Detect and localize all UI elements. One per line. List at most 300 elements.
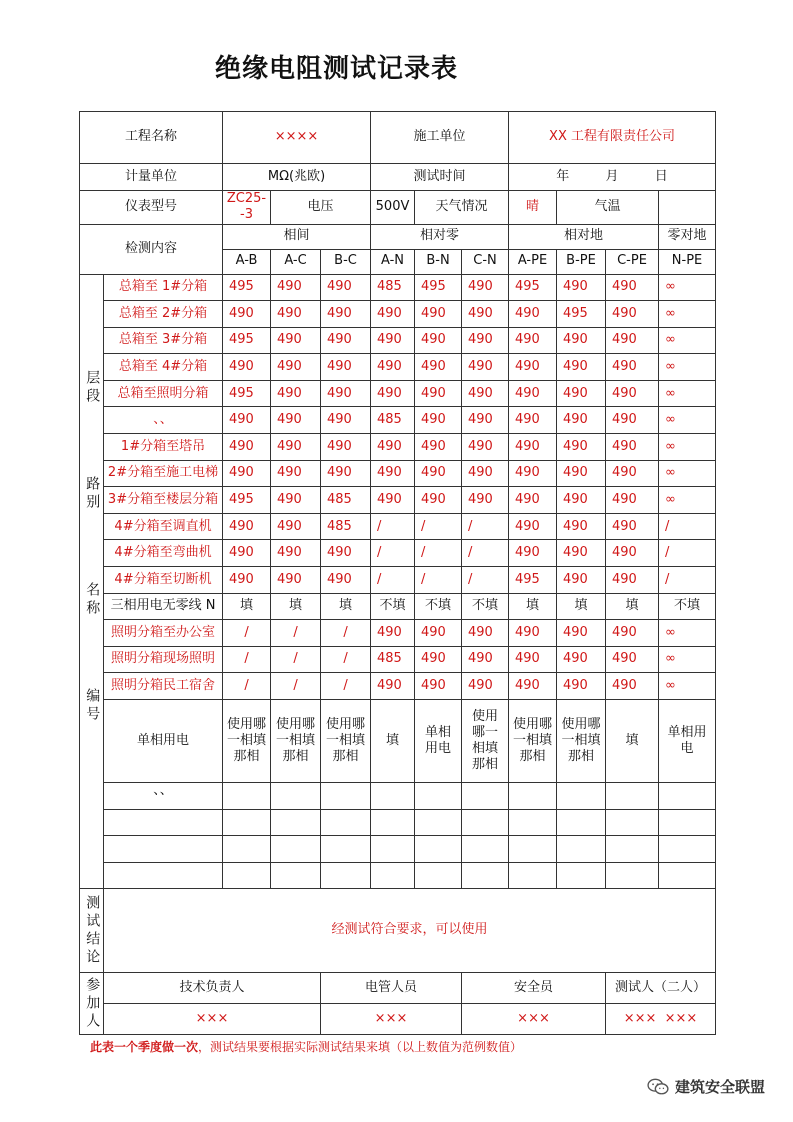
value-cell: 490 (462, 620, 509, 647)
value-cell: 490 (223, 460, 271, 487)
conclusion-side-text: 测试结论 (84, 894, 101, 967)
value-cell: 490 (557, 513, 606, 540)
value-cell: 490 (509, 407, 557, 434)
value-cell: 490 (462, 460, 509, 487)
value-cell: 490 (557, 380, 606, 407)
value-cell: 490 (509, 513, 557, 540)
value-cell: 填 (557, 593, 606, 620)
participants-side-label (80, 973, 104, 1035)
empty-cell (321, 809, 371, 836)
value-cell: 490 (371, 620, 415, 647)
row-label: 总箱至 1#分箱 (104, 274, 223, 301)
value-cell: 490 (415, 460, 462, 487)
value-cell: 490 (271, 274, 321, 301)
value-cell: 490 (462, 407, 509, 434)
value-cell: 490 (415, 327, 462, 354)
row-label: 2#分箱至施工电梯 (104, 460, 223, 487)
value-cell: ∞ (659, 460, 716, 487)
value-cell: 490 (509, 487, 557, 514)
value-cell: 490 (462, 327, 509, 354)
empty-cell (659, 836, 716, 863)
value-cell: 490 (606, 380, 659, 407)
column-header: A-B (223, 249, 271, 274)
table-row (80, 301, 716, 328)
value-cell: / (321, 673, 371, 700)
empty-cell (509, 862, 557, 889)
value-cell: ∞ (659, 487, 716, 514)
value-cell: 490 (606, 301, 659, 328)
contractor-label: 施工单位 (371, 112, 509, 164)
empty-cell (462, 862, 509, 889)
table-row (80, 274, 716, 301)
value-cell: / (223, 646, 271, 673)
empty-cell (509, 783, 557, 810)
value-cell: / (223, 673, 271, 700)
value-cell: 490 (557, 567, 606, 594)
value-cell: 490 (462, 487, 509, 514)
value-cell: 490 (223, 407, 271, 434)
empty-cell (659, 809, 716, 836)
empty-cell (606, 862, 659, 889)
row-label: 3#分箱至楼层分箱 (104, 487, 223, 514)
value-cell: 490 (321, 274, 371, 301)
value-cell: 490 (462, 380, 509, 407)
time-value: 年 月 日 (509, 164, 716, 191)
value-cell: 490 (606, 354, 659, 381)
value-cell: 490 (509, 646, 557, 673)
row-label: 1#分箱至塔吊 (104, 434, 223, 461)
voltage-value: 500V (371, 191, 415, 225)
participant-name: ××× (104, 1004, 321, 1035)
value-cell: 495 (223, 487, 271, 514)
value-cell: 490 (321, 460, 371, 487)
value-cell: 490 (557, 540, 606, 567)
value-cell: 495 (223, 274, 271, 301)
value-cell: 490 (371, 380, 415, 407)
value-cell: 490 (415, 301, 462, 328)
value-cell: 490 (371, 487, 415, 514)
column-header: C-N (462, 249, 509, 274)
column-header: A-PE (509, 249, 557, 274)
footer-note-bold: 此表一个季度做一次 (90, 1040, 199, 1054)
value-cell: 490 (371, 354, 415, 381)
value-cell: 不填 (462, 593, 509, 620)
row-label: 照明分箱现场照明 (104, 646, 223, 673)
row-label: 照明分箱民工宿舍 (104, 673, 223, 700)
participant-role: 电管人员 (321, 973, 462, 1004)
value-cell: 490 (606, 274, 659, 301)
value-cell: ∞ (659, 327, 716, 354)
empty-cell (271, 862, 321, 889)
value-cell: 490 (223, 513, 271, 540)
value-cell: 490 (415, 407, 462, 434)
voltage-label: 电压 (271, 191, 371, 225)
contractor-value: XX 工程有限责任公司 (509, 112, 716, 164)
value-cell: 490 (371, 327, 415, 354)
value-cell: 490 (557, 274, 606, 301)
value-cell: 490 (271, 354, 321, 381)
row-label: 总箱至 4#分箱 (104, 354, 223, 381)
value-cell: 490 (509, 540, 557, 567)
value-cell: 490 (462, 354, 509, 381)
segment-side-label (80, 274, 104, 889)
participant-role: 安全员 (462, 973, 606, 1004)
value-cell: 490 (415, 620, 462, 647)
segment-side-text: 层段 (84, 369, 101, 406)
table-row (80, 593, 716, 620)
value-cell: 490 (606, 434, 659, 461)
empty-cell (415, 783, 462, 810)
value-cell: 490 (557, 434, 606, 461)
empty-cell (606, 809, 659, 836)
empty-cell (606, 836, 659, 863)
value-cell: 490 (606, 513, 659, 540)
empty-cell (509, 836, 557, 863)
value-cell: / (415, 540, 462, 567)
row-label: 、、 (104, 783, 223, 810)
value-cell: 填 (606, 593, 659, 620)
value-cell: / (223, 620, 271, 647)
table-row (80, 540, 716, 567)
value-cell: 490 (223, 540, 271, 567)
value-cell: 490 (321, 540, 371, 567)
participant-name: ××× (462, 1004, 606, 1035)
participant-role: 技术负责人 (104, 973, 321, 1004)
unit-label: 计量单位 (80, 164, 223, 191)
value-cell: 490 (606, 540, 659, 567)
value-cell: 490 (371, 673, 415, 700)
column-header: B-C (321, 249, 371, 274)
value-cell: 单相用电 (659, 700, 716, 783)
empty-cell (415, 836, 462, 863)
empty-cell (659, 862, 716, 889)
participants-name-row (80, 1004, 716, 1035)
value-cell: ∞ (659, 434, 716, 461)
value-cell: / (462, 567, 509, 594)
value-cell: 490 (321, 407, 371, 434)
insulation-record-table (79, 111, 716, 1035)
value-cell: 填 (509, 593, 557, 620)
value-cell: 485 (321, 487, 371, 514)
conclusion-side-label (80, 889, 104, 973)
table-row (80, 809, 716, 836)
table-row (80, 783, 716, 810)
brand (647, 1076, 765, 1097)
row-label: 4#分箱至切断机 (104, 567, 223, 594)
row-label: 单相用电 (104, 700, 223, 783)
row-label: 4#分箱至调直机 (104, 513, 223, 540)
project-value: ×××× (223, 112, 371, 164)
value-cell: 490 (271, 567, 321, 594)
empty-cell (321, 862, 371, 889)
value-cell: ∞ (659, 301, 716, 328)
table-row (80, 673, 716, 700)
participants-side-text: 参加人 (84, 976, 101, 1031)
value-cell: 490 (271, 487, 321, 514)
table-row (80, 380, 716, 407)
empty-cell (271, 783, 321, 810)
value-cell: 495 (509, 274, 557, 301)
value-cell: 485 (371, 407, 415, 434)
value-cell: 490 (509, 673, 557, 700)
participant-name: ××× (321, 1004, 462, 1035)
row-label: 总箱至照明分箱 (104, 380, 223, 407)
value-cell: 490 (509, 434, 557, 461)
value-cell: 490 (271, 513, 321, 540)
empty-cell (371, 783, 415, 810)
table-row (80, 327, 716, 354)
value-cell: / (659, 540, 716, 567)
row-label (104, 862, 223, 889)
value-cell: / (271, 646, 321, 673)
value-cell: 490 (271, 540, 321, 567)
value-cell: 490 (271, 434, 321, 461)
table-row (80, 567, 716, 594)
value-cell: 490 (509, 460, 557, 487)
value-cell: 490 (557, 407, 606, 434)
value-cell: 490 (415, 646, 462, 673)
row-label: 照明分箱至办公室 (104, 620, 223, 647)
value-cell: 490 (415, 487, 462, 514)
empty-cell (321, 783, 371, 810)
conclusion-text: 经测试符合要求，可以使用 (104, 889, 716, 973)
value-cell: 490 (462, 646, 509, 673)
value-cell: 490 (606, 487, 659, 514)
value-cell: 490 (321, 327, 371, 354)
value-cell: 填 (321, 593, 371, 620)
project-label: 工程名称 (80, 112, 223, 164)
footer-note-rest: ，测试结果要根据实际测试结果来填（以上数值为范例数值） (198, 1040, 523, 1054)
value-cell: 490 (606, 567, 659, 594)
value-cell: 490 (606, 620, 659, 647)
value-cell: 490 (321, 380, 371, 407)
empty-cell (223, 836, 271, 863)
value-cell: 490 (271, 327, 321, 354)
value-cell: 490 (606, 327, 659, 354)
table-row (80, 836, 716, 863)
value-cell: 490 (557, 646, 606, 673)
value-cell: 490 (321, 567, 371, 594)
group-neutral-earth: 零对地 (659, 224, 716, 249)
value-cell: 不填 (659, 593, 716, 620)
conclusion-row (80, 889, 716, 973)
value-cell: ∞ (659, 354, 716, 381)
empty-cell (557, 862, 606, 889)
column-header: A-C (271, 249, 321, 274)
empty-cell (371, 809, 415, 836)
page-title: 绝缘电阻测试记录表 (214, 54, 458, 84)
participant-name: ××× ××× (606, 1004, 716, 1035)
segment-side-text: 编号 (84, 687, 101, 724)
row-label (104, 836, 223, 863)
value-cell: / (321, 646, 371, 673)
value-cell: / (271, 620, 321, 647)
empty-cell (321, 836, 371, 863)
value-cell: 495 (223, 380, 271, 407)
table-row (80, 434, 716, 461)
value-cell: ∞ (659, 673, 716, 700)
table-row (80, 646, 716, 673)
column-header: N-PE (659, 249, 716, 274)
group-phase-neutral: 相对零 (371, 224, 509, 249)
table-row (80, 862, 716, 889)
value-cell: 490 (606, 460, 659, 487)
column-header: B-N (415, 249, 462, 274)
value-cell: ∞ (659, 380, 716, 407)
value-cell: ∞ (659, 274, 716, 301)
value-cell: 490 (321, 301, 371, 328)
value-cell: 490 (606, 646, 659, 673)
value-cell: 490 (509, 354, 557, 381)
value-cell: 单相用电 (415, 700, 462, 783)
value-cell: 490 (557, 354, 606, 381)
temp-value (659, 191, 716, 225)
value-cell: 490 (223, 567, 271, 594)
row-label: 三相用电无零线 N (104, 593, 223, 620)
value-cell: ∞ (659, 407, 716, 434)
value-cell: 填 (271, 593, 321, 620)
value-cell: / (415, 513, 462, 540)
table-row (80, 700, 716, 783)
time-label: 测试时间 (371, 164, 509, 191)
value-cell: 使用哪一相填那相 (462, 700, 509, 783)
value-cell: / (371, 540, 415, 567)
value-cell: / (271, 673, 321, 700)
value-cell: / (659, 567, 716, 594)
value-cell: 使用哪一相填那相 (509, 700, 557, 783)
unit-value: MΩ(兆欧) (223, 164, 371, 191)
column-header: B-PE (557, 249, 606, 274)
value-cell: 495 (223, 327, 271, 354)
value-cell: 490 (462, 301, 509, 328)
table-row (80, 407, 716, 434)
empty-cell (223, 783, 271, 810)
segment-side-text: 路别 (84, 475, 101, 512)
value-cell: 490 (223, 301, 271, 328)
table-row (80, 460, 716, 487)
row-label: 总箱至 3#分箱 (104, 327, 223, 354)
value-cell: / (415, 567, 462, 594)
row-label (104, 809, 223, 836)
brand-name: 建筑安全联盟 (674, 1078, 765, 1096)
group-phase-earth: 相对地 (509, 224, 659, 249)
value-cell: ∞ (659, 620, 716, 647)
value-cell: 485 (371, 646, 415, 673)
value-cell: 490 (223, 434, 271, 461)
value-cell: 490 (371, 434, 415, 461)
value-cell: 490 (321, 354, 371, 381)
value-cell: 490 (271, 407, 321, 434)
value-cell: 490 (371, 301, 415, 328)
value-cell: 490 (509, 380, 557, 407)
value-cell: 490 (557, 327, 606, 354)
footer-note (90, 1038, 522, 1055)
empty-cell (557, 809, 606, 836)
empty-cell (509, 809, 557, 836)
value-cell: / (659, 513, 716, 540)
value-cell: 490 (606, 673, 659, 700)
row-label: 、、 (104, 407, 223, 434)
value-cell: 495 (557, 301, 606, 328)
value-cell: 490 (321, 434, 371, 461)
value-cell: 490 (557, 460, 606, 487)
participant-role: 测试人（二人） (606, 973, 716, 1004)
column-header: C-PE (606, 249, 659, 274)
participants-role-row (80, 973, 716, 1004)
value-cell: 490 (371, 460, 415, 487)
column-header: A-N (371, 249, 415, 274)
empty-cell (659, 783, 716, 810)
empty-cell (557, 836, 606, 863)
value-cell: 490 (271, 301, 321, 328)
temp-label: 气温 (557, 191, 659, 225)
value-cell: 不填 (371, 593, 415, 620)
empty-cell (415, 862, 462, 889)
value-cell: / (371, 513, 415, 540)
value-cell: 490 (557, 673, 606, 700)
empty-cell (271, 809, 321, 836)
weather-value: 晴 (509, 191, 557, 225)
value-cell: 填 (371, 700, 415, 783)
value-cell: 使用哪一相填那相 (223, 700, 271, 783)
meter-value: ZC25--3 (223, 191, 271, 225)
value-cell: 490 (271, 460, 321, 487)
value-cell: 填 (606, 700, 659, 783)
value-cell: 490 (462, 673, 509, 700)
value-cell: 490 (462, 274, 509, 301)
empty-cell (462, 836, 509, 863)
value-cell: 490 (557, 620, 606, 647)
value-cell: 495 (415, 274, 462, 301)
table-row (80, 487, 716, 514)
group-phase: 相间 (223, 224, 371, 249)
value-cell: / (371, 567, 415, 594)
value-cell: 490 (606, 407, 659, 434)
value-cell: / (462, 513, 509, 540)
value-cell: ∞ (659, 646, 716, 673)
table-row (80, 620, 716, 647)
value-cell: 490 (415, 354, 462, 381)
empty-cell (271, 836, 321, 863)
value-cell: 490 (509, 620, 557, 647)
value-cell: 485 (321, 513, 371, 540)
value-cell: 490 (509, 301, 557, 328)
value-cell: 使用哪一相填那相 (557, 700, 606, 783)
value-cell: 490 (557, 487, 606, 514)
table-row (80, 354, 716, 381)
value-cell: 490 (415, 380, 462, 407)
weather-label: 天气情况 (415, 191, 509, 225)
value-cell: 490 (415, 434, 462, 461)
item-label: 检测内容 (80, 224, 223, 274)
empty-cell (223, 809, 271, 836)
value-cell: 485 (371, 274, 415, 301)
empty-cell (223, 862, 271, 889)
value-cell: 使用哪一相填那相 (321, 700, 371, 783)
segment-side-text: 名称 (84, 581, 101, 618)
empty-cell (415, 809, 462, 836)
table-row (80, 513, 716, 540)
row-label: 4#分箱至弯曲机 (104, 540, 223, 567)
empty-cell (462, 809, 509, 836)
empty-cell (371, 862, 415, 889)
empty-cell (557, 783, 606, 810)
value-cell: 490 (462, 434, 509, 461)
value-cell: / (321, 620, 371, 647)
meter-label: 仪表型号 (80, 191, 223, 225)
empty-cell (371, 836, 415, 863)
value-cell: 填 (223, 593, 271, 620)
